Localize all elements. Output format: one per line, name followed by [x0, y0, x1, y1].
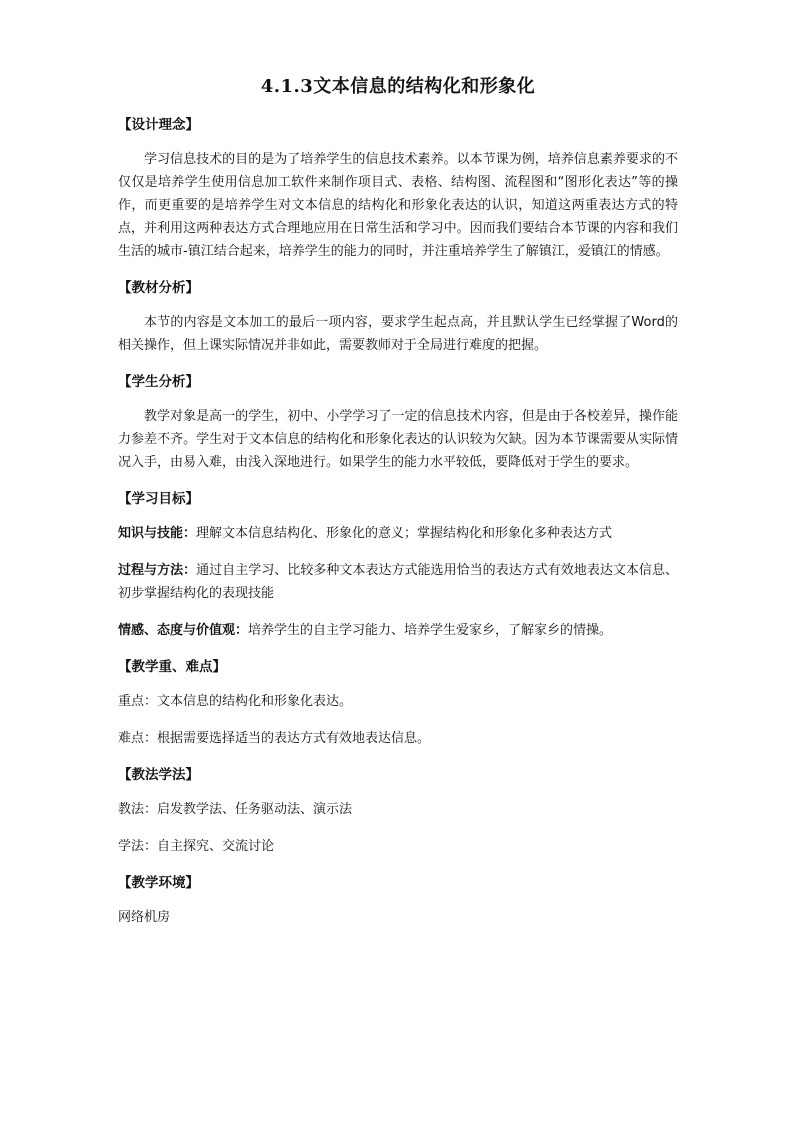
key-point-text: 重点：文本信息的结构化和形象化表达。	[118, 694, 353, 709]
section-key-points	[118, 656, 678, 750]
section-heading-methods: 【教法学法】	[118, 767, 199, 783]
learning-method-text: 学法：自主探究、交流讨论	[118, 839, 275, 854]
section-heading-keypoints: 【教学重、难点】	[118, 659, 226, 675]
section-methods	[118, 764, 678, 858]
goal-knowledge	[118, 522, 678, 545]
goal-process	[118, 559, 678, 605]
section-material-analysis	[118, 277, 678, 357]
section-design-concept	[118, 114, 678, 263]
section-heading-design: 【设计理念】	[118, 117, 199, 133]
document-title: 4.1.3文本信息的结构化和形象化	[260, 76, 536, 97]
paragraph-material: 本节的内容是文本加工的最后一项内容，要求学生起点高，并且默认学生已经掌握了Word的相关操作，但上课实际情况并非如此，需要教师对于全局进行难度的把握。	[118, 315, 678, 353]
goal-process-text: 通过自主学习、比较多种文本表达方式能选用恰当的表达方式有效地表达文本信息、初步掌握结构化的表现技能	[118, 563, 678, 601]
goal-emotion-text: 培养学生的自主学习能力、培养学生爱家乡，了解家乡的情操。	[248, 623, 613, 638]
section-heading-student: 【学生分析】	[118, 374, 199, 390]
goal-process-label: 过程与方法：	[118, 563, 197, 578]
goal-knowledge-text: 理解文本信息结构化、形象化的意义；掌握结构化和形象化多种表达方式	[196, 526, 613, 541]
section-heading-environment: 【教学环境】	[118, 875, 199, 891]
goal-emotion-label: 情感、态度与价值观：	[118, 623, 249, 638]
goal-knowledge-label: 知识与技能：	[118, 526, 197, 541]
document-page	[118, 74, 678, 943]
section-heading-goals: 【学习目标】	[118, 491, 199, 507]
goal-emotion	[118, 619, 678, 642]
teaching-method-text: 教法：启发教学法、任务驱动法、演示法	[118, 802, 353, 817]
section-learning-goals	[118, 488, 678, 642]
difficult-point-text: 难点：根据需要选择适当的表达方式有效地表达信息。	[118, 731, 431, 746]
section-environment	[118, 872, 678, 929]
environment-text: 网络机房	[118, 910, 171, 925]
section-student-analysis	[118, 371, 678, 474]
paragraph-student: 教学对象是高一的学生，初中、小学学习了一定的信息技术内容，但是由于各校差异，操作能力参差不齐。学生对于文本信息的结构化和形象化表达的认识较为欠缺。因为本节课需要从实际情况入手，由易入难，由浅入深地进行。如果学生的能力水平较低，要降低对于学生的要求。	[118, 409, 678, 470]
section-heading-material: 【教材分析】	[118, 280, 199, 296]
paragraph-design: 学习信息技术的目的是为了培养学生的信息技术素养。以本节课为例，培养信息素养要求的不仅仅是培养学生使用信息加工软件来制作项目式、表格、结构图、流程图和“图形化表达”等的操作，而更重要的是培养学生对文本信息的结构化和形象化表达的认识，知道这两重表达方式的特点，并利用这两种表达方式合理地应用在日常生活和学习中。因而我们要结合本节课的内容和我们生活的城市-镇江结合起来，培养学生的能力的同时，并注重培养学生了解镇江，爱镇江的情感。	[118, 152, 678, 259]
